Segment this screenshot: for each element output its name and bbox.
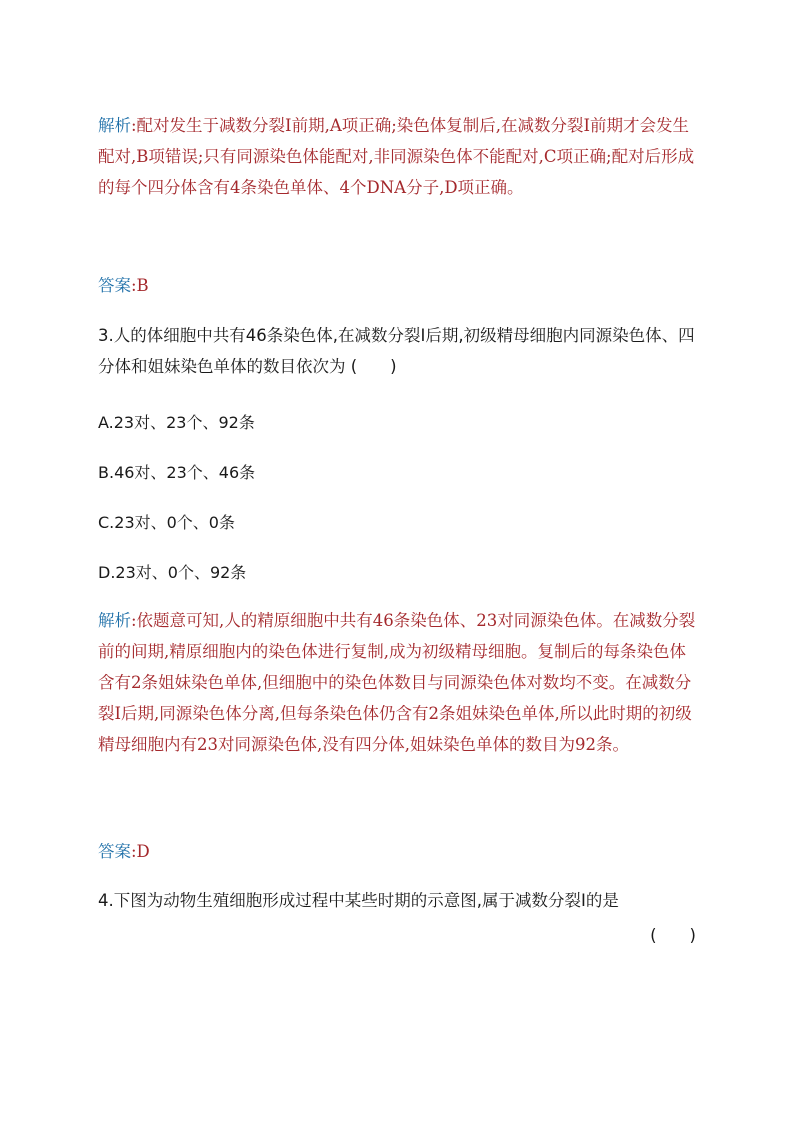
answer-2-value: :D <box>131 842 150 861</box>
question-4-stem: 4.下图为动物生殖细胞形成过程中某些时期的示意图,属于减数分裂Ⅰ的是 <box>98 891 619 910</box>
analysis-2-label: 解析 <box>98 611 131 630</box>
answer-2 <box>98 836 698 867</box>
question-4 <box>98 885 698 916</box>
option-c: C.23对、0个、0条 <box>98 513 235 532</box>
analysis-2 <box>98 605 698 760</box>
question-3-option-a <box>98 410 698 433</box>
question-4-answer-paren: ( ) <box>650 926 696 945</box>
answer-1-line <box>98 270 698 301</box>
answer-2-label: 答案 <box>98 842 131 861</box>
analysis-2-text: :依题意可知,人的精原细胞中共有46条染色体、23对同源染色体。在减数分裂前的间期,精原细胞内的染色体进行复制,成为初级精母细胞。复制后的每条染色体含有2条姐妹染色单体,但细胞中的染色体数目与同源染色体对数均不变。在减数分裂Ⅰ后期,同源染色体分离,但每条染色体仍含有2条姐妹染色单体,所以此时期的初级精母细胞内有23对同源染色体,没有四分体,姐妹染色单体的数目为92条。 <box>98 611 696 754</box>
question-3-option-d <box>98 560 698 583</box>
answer-1-value: :B <box>131 276 149 295</box>
option-d: D.23对、0个、92条 <box>98 563 247 582</box>
question-3-option-c <box>98 510 698 533</box>
answer-1 <box>98 270 698 301</box>
question-3-option-b <box>98 460 698 483</box>
analysis-1-label: 解析 <box>98 116 131 135</box>
question-3-stem: 3.人的体细胞中共有46条染色体,在减数分裂Ⅰ后期,初级精母细胞内同源染色体、四分体和姐妹染色单体的数目依次为 ( ) <box>98 326 695 376</box>
analysis-1 <box>98 110 698 203</box>
analysis-2-paragraph <box>98 605 698 760</box>
analysis-1-text: :配对发生于减数分裂Ⅰ前期,A项正确;染色体复制后,在减数分裂Ⅰ前期才会发生配对,B项错误;只有同源染色体能配对,非同源染色体不能配对,C项正确;配对后形成的每个四分体含有4条染色单体、4个DNA分子,D项正确。 <box>98 116 695 197</box>
analysis-1-paragraph <box>98 110 698 203</box>
question-3 <box>98 320 698 382</box>
answer-1-label: 答案 <box>98 276 131 295</box>
option-a: A.23对、23个、92条 <box>98 413 255 432</box>
answer-2-line <box>98 836 698 867</box>
option-b: B.46对、23个、46条 <box>98 463 256 482</box>
